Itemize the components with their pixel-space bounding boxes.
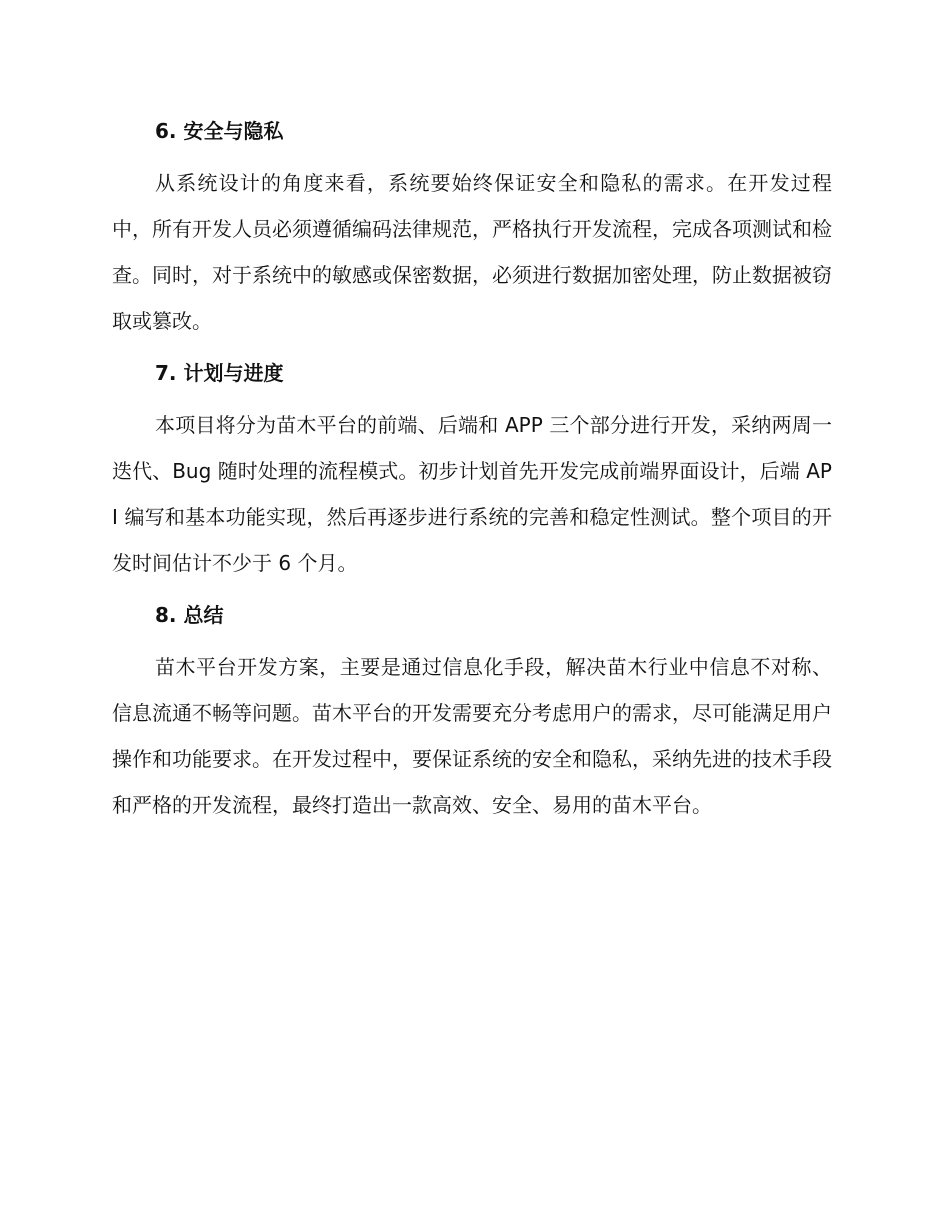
- section-paragraph: 本项目将分为苗木平台的前端、后端和 APP 三个部分进行开发，采纳两周一迭代、Bug 随时处理的流程模式。初步计划首先开发完成前端界面设计，后端 API 编写和基本功能实现，然后再逐步进行系统的完善和稳定性测试。整个项目的开发时间估计不少于 6 个月。: [112, 413, 832, 575]
- section-heading: 7. 计划与进度: [155, 361, 284, 385]
- section-paragraph: 从系统设计的角度来看，系统要始终保证安全和隐私的需求。在开发过程中，所有开发人员必须遵循编码法律规范，严格执行开发流程，完成各项测试和检查。同时，对于系统中的敏感或保密数据，必须进行数据加密处理，防止数据被窃取或篡改。: [112, 171, 832, 333]
- section-heading: 8. 总结: [155, 603, 224, 627]
- document-content: [112, 108, 832, 834]
- section-summary: [112, 592, 832, 828]
- section-paragraph: 苗木平台开发方案，主要是通过信息化手段，解决苗木行业中信息不对称、信息流通不畅等问题。苗木平台的开发需要充分考虑用户的需求，尽可能满足用户操作和功能要求。在开发过程中，要保证系统的安全和隐私，采纳先进的技术手段和严格的开发流程，最终打造出一款高效、安全、易用的苗木平台。: [112, 655, 832, 817]
- section-heading: 6. 安全与隐私: [155, 119, 284, 143]
- section-security-privacy: [112, 108, 832, 344]
- section-plan-schedule: [112, 350, 832, 586]
